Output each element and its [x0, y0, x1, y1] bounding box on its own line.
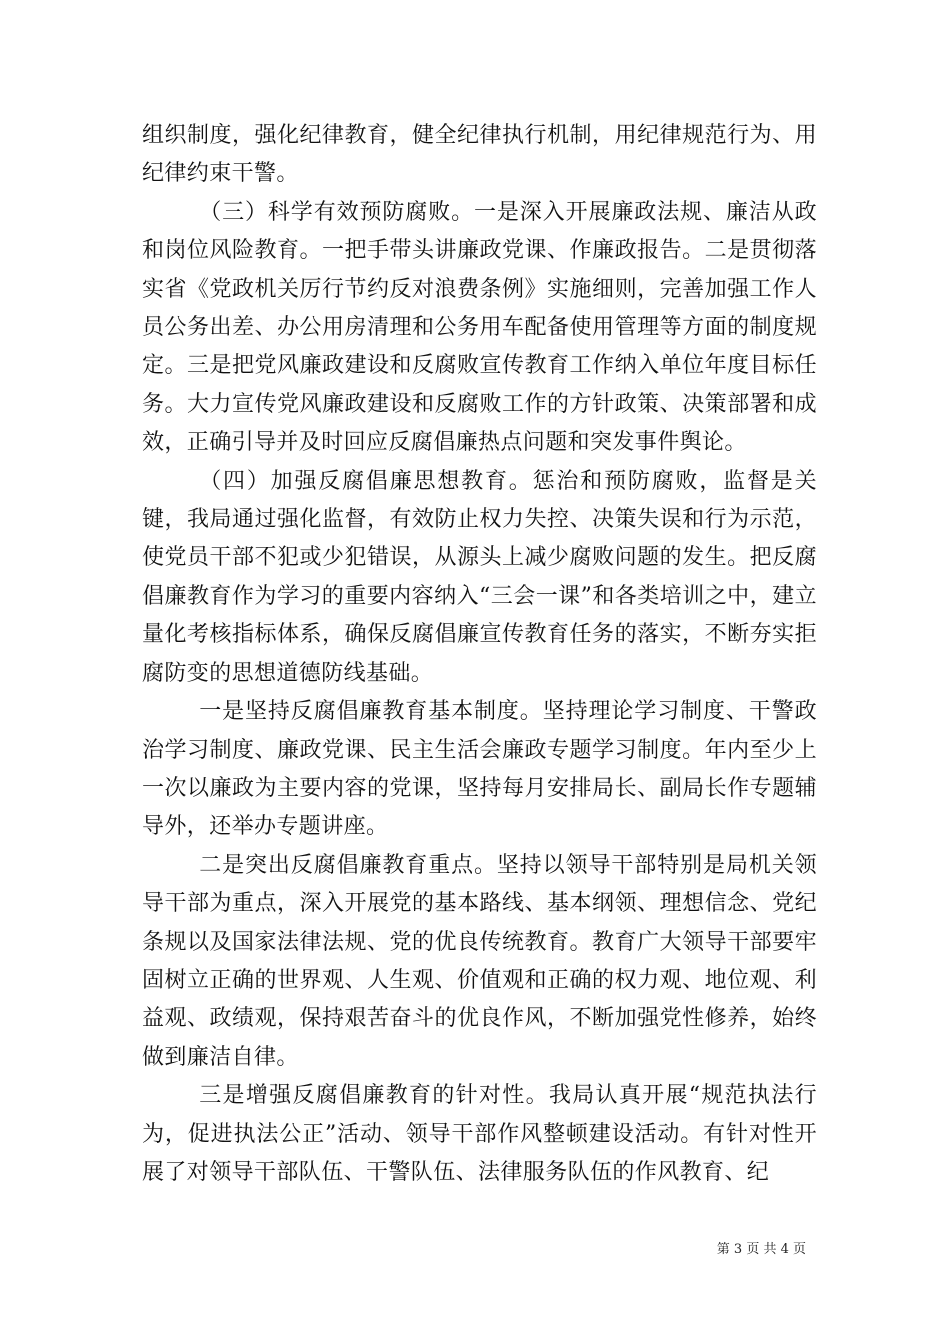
paragraph-item-1: 一是坚持反腐倡廉教育基本制度。坚持理论学习制度、干警政治学习制度、廉政党课、民主生活会廉政专题学习制度。年内至少上一次以廉政为主要内容的党课，坚持每月安排局长、副局长作专题辅导外，还举办专题讲座。: [142, 699, 817, 840]
paragraph-section-3: （三）科学有效预防腐败。一是深入开展廉政法规、廉洁从政和岗位风险教育。一把手带头讲廉政党课、作廉政报告。二是贯彻落实省《党政机关厉行节约反对浪费条例》实施细则，完善加强工作人员公务出差、办公用房清理和公务用车配备使用管理等方面的制度规定。三是把党风廉政建设和反腐败宣传教育工作纳入单位年度目标任务。大力宣传党风廉政建设和反腐败工作的方针政策、决策部署和成效，正确引导并及时回应反腐倡廉热点问题和突发事件舆论。: [142, 199, 817, 456]
document-body: [142, 117, 817, 1192]
paragraph-section-4: （四）加强反腐倡廉思想教育。惩治和预防腐败，监督是关键，我局通过强化监督，有效防止权力失控、决策失误和行为示范，使党员干部不犯或少犯错误，从源头上减少腐败问题的发生。把反腐倡廉教育作为学习的重要内容纳入“三会一课”和各类培训之中，建立量化考核指标体系，确保反腐倡廉宣传教育任务的落实，不断夯实拒腐防变的思想道德防线基础。: [142, 468, 817, 686]
paragraph-item-3: 三是增强反腐倡廉教育的针对性。我局认真开展“规范执法行为，促进执法公正”活动、领导干部作风整顿建设活动。有针对性开展了对领导干部队伍、干警队伍、法律服务队伍的作风教育、纪: [142, 1083, 817, 1185]
page-number-footer: 第 3 页 共 4 页: [716, 1242, 806, 1257]
paragraph-item-2: 二是突出反腐倡廉教育重点。坚持以领导干部特别是局机关领导干部为重点，深入开展党的基本路线、基本纲领、理想信念、党纪条规以及国家法律法规、党的优良传统教育。教育广大领导干部要牢固树立正确的世界观、人生观、价值观和正确的权力观、地位观、利益观、政绩观，保持艰苦奋斗的优良作风，不断加强党性修养，始终做到廉洁自律。: [142, 852, 817, 1070]
paragraph-continuation: 组织制度，强化纪律教育，健全纪律执行机制，用纪律规范行为、用纪律约束干警。: [142, 123, 817, 187]
